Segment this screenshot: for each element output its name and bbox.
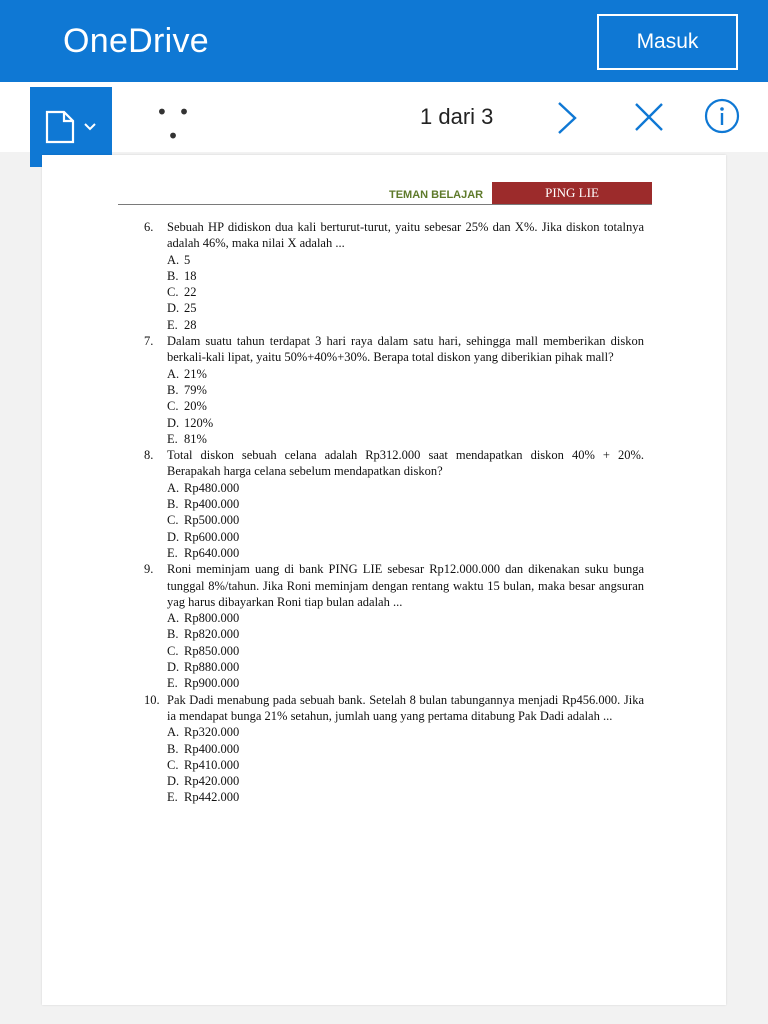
option-letter: E. [167, 676, 178, 691]
option-letter: C. [167, 757, 179, 772]
document-page [42, 155, 726, 1005]
option-text: Rp880.000 [184, 660, 240, 675]
answer-option [167, 480, 644, 496]
page-header-right: PING LIE [492, 182, 652, 204]
option-letter: B. [167, 268, 179, 283]
option-text: 25 [184, 301, 197, 316]
answer-option [167, 659, 644, 675]
question-item [144, 447, 644, 561]
header-divider [118, 204, 652, 205]
option-letter: B. [167, 741, 179, 756]
next-page-button[interactable] [553, 100, 583, 136]
document-icon [45, 110, 75, 144]
top-bar [0, 0, 768, 82]
option-text: Rp820.000 [184, 627, 240, 642]
info-icon [704, 98, 740, 134]
option-letter: B. [167, 382, 179, 397]
option-letter: A. [167, 252, 180, 267]
option-letter: C. [167, 285, 179, 300]
option-text: Rp640.000 [184, 545, 240, 560]
question-number: 6. [144, 220, 154, 234]
option-letter: D. [167, 415, 180, 430]
answer-option [167, 398, 644, 414]
app-brand[interactable]: OneDrive [63, 22, 210, 60]
more-options-button[interactable]: • • • [156, 100, 192, 148]
answer-option [167, 675, 644, 691]
chevron-right-icon [553, 100, 583, 136]
option-text: 20% [184, 399, 207, 414]
question-text: Dalam suatu tahun terdapat 3 hari raya dalam satu hari, sehingga mall memberikan diskon berkali-kali lipat, yaitu 50%+40%+30%. Berapa total diskon yang diberikian pihak mall? [167, 334, 644, 365]
info-button[interactable] [704, 98, 740, 134]
option-text: 120% [184, 415, 214, 430]
answer-option [167, 317, 644, 333]
answer-option [167, 382, 644, 398]
question-text: Pak Dadi menabung pada sebuah bank. Setelah 8 bulan tabungannya menjadi Rp456.000. Jika ia mendapat bunga 21% setahun, jumlah uang yang pertama ditabung Pak Dadi adalah ... [167, 692, 644, 723]
question-item [144, 561, 644, 691]
question-number: 9. [144, 562, 154, 577]
option-letter: B. [167, 497, 179, 512]
answer-option [167, 284, 644, 300]
question-text: Total diskon sebuah celana adalah Rp312.000 saat mendapatkan diskon 40% + 20%. Berapakah harga celana sebelum mendapatkan diskon? [167, 448, 644, 479]
option-letter: D. [167, 660, 180, 675]
option-text: 22 [184, 285, 197, 300]
option-text: Rp480.000 [184, 480, 240, 495]
close-icon [632, 100, 666, 134]
option-letter: C. [167, 643, 179, 658]
option-text: Rp320.000 [184, 725, 240, 740]
answer-option [167, 300, 644, 316]
option-text: 5 [184, 252, 191, 267]
answer-option [167, 724, 644, 740]
option-letter: C. [167, 399, 179, 414]
option-letter: A. [167, 725, 180, 740]
answer-option [167, 366, 644, 382]
answer-option [167, 626, 644, 642]
option-text: Rp500.000 [184, 513, 240, 528]
option-text: 28 [184, 317, 197, 332]
option-letter: A. [167, 366, 180, 381]
option-letter: E. [167, 545, 178, 560]
option-text: 18 [184, 268, 197, 283]
option-letter: B. [167, 627, 179, 642]
question-text: Sebuah HP didiskon dua kali berturut-turut, yaitu sebesar 25% dan X%. Jika diskon totalnya adalah 46%, maka nilai X adalah ... [167, 220, 644, 251]
answer-option [167, 643, 644, 659]
answer-option [167, 496, 644, 512]
option-letter: C. [167, 513, 179, 528]
answer-option [167, 512, 644, 528]
option-text: 79% [184, 382, 207, 397]
answer-option [167, 741, 644, 757]
question-item [144, 692, 644, 806]
answer-option [167, 757, 644, 773]
option-letter: E. [167, 790, 178, 805]
answer-option [167, 773, 644, 789]
option-letter: D. [167, 529, 180, 544]
answer-option [167, 529, 644, 545]
option-letter: A. [167, 480, 180, 495]
option-letter: D. [167, 774, 180, 789]
option-letter: D. [167, 301, 180, 316]
option-text: Rp850.000 [184, 643, 240, 658]
option-text: Rp410.000 [184, 757, 240, 772]
answer-option [167, 415, 644, 431]
option-text: Rp420.000 [184, 774, 240, 789]
answer-option [167, 545, 644, 561]
question-item [144, 219, 644, 333]
option-text: Rp400.000 [184, 497, 240, 512]
option-text: Rp442.000 [184, 790, 240, 805]
option-letter: A. [167, 611, 180, 626]
signin-button[interactable]: Masuk [597, 14, 738, 70]
close-viewer-button[interactable] [632, 100, 666, 134]
question-number: 8. [144, 448, 154, 463]
page-header-left: TEMAN BELAJAR [389, 189, 484, 201]
answer-option [167, 610, 644, 626]
question-number: 10. [144, 692, 160, 707]
option-letter: E. [167, 317, 178, 332]
option-text: 81% [184, 431, 207, 446]
option-text: Rp600.000 [184, 529, 240, 544]
answer-option [167, 268, 644, 284]
option-text: Rp900.000 [184, 676, 240, 691]
answer-option [167, 431, 644, 447]
page-indicator: 1 dari 3 [420, 104, 494, 129]
option-text: Rp400.000 [184, 741, 240, 756]
chevron-down-icon [83, 122, 97, 132]
option-letter: E. [167, 431, 178, 446]
answer-option [167, 789, 644, 805]
question-text: Roni meminjam uang di bank PING LIE sebesar Rp12.000.000 dan dikenakan suku bunga tunggal 8%/tahun. Jika Roni meminjam dengan rentang waktu 15 bulan, maka besar angsuran yag harus dibayarkan Roni tiap bulan adalah ... [167, 562, 644, 609]
option-text: 21% [184, 366, 207, 381]
question-list [144, 219, 644, 806]
answer-option [167, 252, 644, 268]
option-text: Rp800.000 [184, 611, 240, 626]
question-item [144, 333, 644, 447]
question-number: 7. [144, 334, 154, 349]
